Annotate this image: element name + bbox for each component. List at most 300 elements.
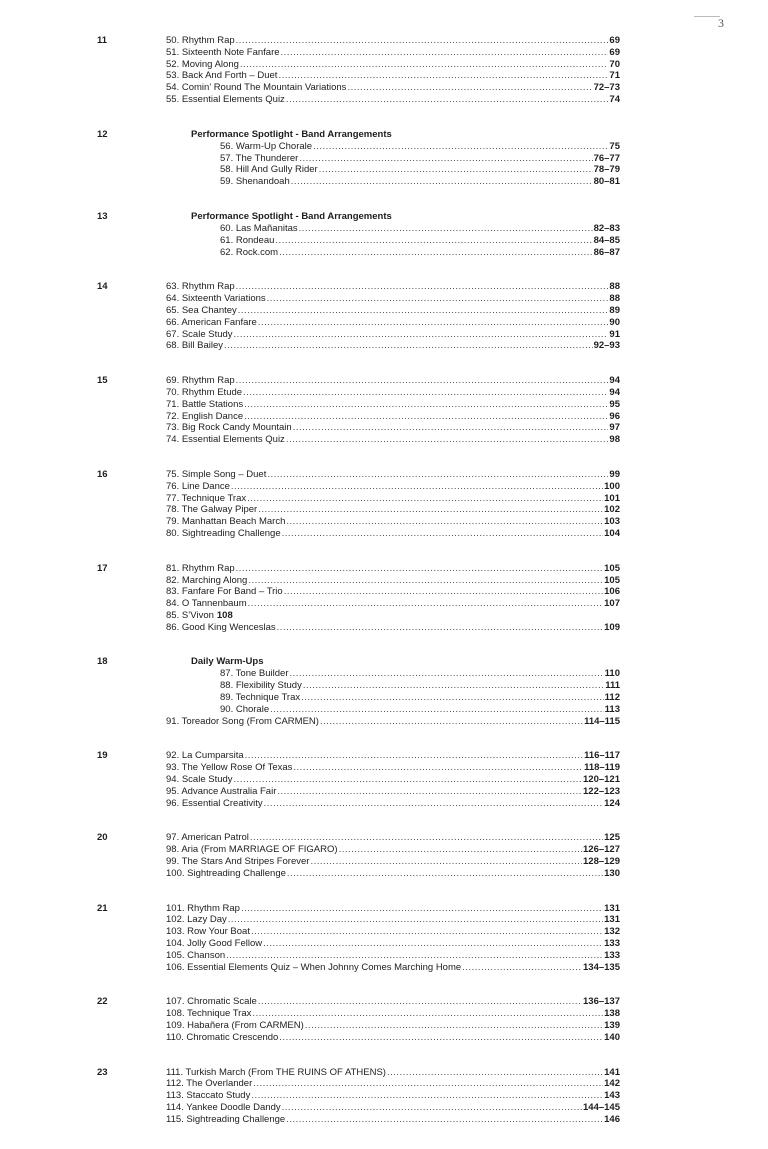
toc-entry (166, 411, 620, 423)
entry-title: 107. Chromatic Scale (166, 996, 257, 1008)
dot-leader (252, 1008, 603, 1020)
entry-title: 55. Essential Elements Quiz (166, 93, 285, 105)
toc-entry (220, 692, 620, 704)
entry-title: 77. Technique Trax (166, 492, 247, 504)
dot-leader (244, 399, 608, 411)
entry-title: 63. Rhythm Rap (166, 281, 235, 293)
dot-leader (234, 774, 582, 786)
toc-entry (220, 680, 620, 692)
toc-entry (166, 516, 620, 528)
entry-title: 81. Rhythm Rap (166, 562, 235, 574)
entry-title: 104. Jolly Good Fellow (166, 938, 263, 950)
entry-page: 138 (604, 1008, 620, 1020)
toc-entry (166, 1067, 620, 1079)
lesson-number: 18 (97, 656, 108, 668)
toc-entry (166, 774, 620, 786)
dot-leader (279, 247, 593, 259)
entry-list (166, 469, 620, 540)
entry-title: 110. Chromatic Crescendo (166, 1031, 279, 1043)
entry-page: 96 (609, 410, 620, 422)
dot-leader (291, 176, 593, 188)
entry-page: 139 (604, 1020, 620, 1032)
entry-page: 108 (216, 609, 233, 621)
toc-entry (166, 1090, 620, 1102)
dot-leader (286, 94, 609, 106)
entry-title: 66. American Fanfare (166, 316, 257, 328)
entry-title: 70. Rhythm Etude (166, 386, 243, 398)
entry-page: 141 (604, 1066, 620, 1078)
entry-page: 112 (604, 692, 620, 704)
entry-title: 50. Rhythm Rap (166, 35, 235, 46)
entry-page: 113 (604, 703, 620, 715)
entry-list (166, 281, 620, 352)
entry-title: 105. Chanson (166, 949, 226, 961)
dot-leader (310, 856, 582, 868)
lesson-number: 16 (97, 468, 108, 480)
toc-entry (220, 668, 620, 680)
entry-page: 106 (604, 586, 620, 598)
dot-leader (286, 1114, 603, 1126)
dot-leader (299, 223, 593, 235)
entry-title: 112. The Overlander (166, 1078, 253, 1090)
toc-entry (166, 340, 620, 352)
dot-leader (282, 1102, 582, 1114)
entry-page: 80–81 (593, 176, 620, 188)
dot-leader (244, 411, 608, 423)
entry-title: 73. Big Rock Candy Mountain (166, 422, 292, 434)
entry-title: 78. The Galway Piper (166, 504, 258, 516)
entry-title: 109. Habañera (From CARMEN) (166, 1020, 304, 1032)
entry-title: 97. American Patrol (166, 832, 249, 844)
dot-leader (275, 235, 592, 247)
entry-title: 72. English Dance (166, 410, 244, 422)
lesson-block (0, 1067, 768, 1126)
dot-leader (299, 153, 592, 165)
entry-title: 83. Fanfare For Band – Trio (166, 586, 283, 598)
entry-page: 136–137 (583, 996, 620, 1008)
dot-leader (290, 668, 604, 680)
entry-page: 74 (609, 93, 620, 105)
entry-title: 74. Essential Elements Quiz (166, 434, 285, 446)
toc-entry (166, 305, 620, 317)
toc-entry (166, 47, 620, 59)
dot-leader (258, 504, 603, 516)
entry-page: 92–93 (593, 340, 620, 352)
toc-entry (220, 247, 620, 259)
entry-page: 124 (604, 797, 620, 809)
entry-page: 71 (609, 70, 620, 82)
entry-title: 67. Scale Study (166, 328, 233, 340)
toc-entry (166, 903, 620, 915)
lesson-block (0, 832, 768, 879)
dot-leader (286, 434, 609, 446)
lesson-number: 14 (97, 281, 108, 293)
toc-entry (166, 293, 620, 305)
lesson-number: 19 (97, 750, 108, 762)
entry-title: 89. Technique Trax (220, 692, 301, 704)
entry-page: 134–135 (583, 961, 620, 973)
dot-leader (253, 1078, 603, 1090)
entry-title: 114. Yankee Doodle Dandy (166, 1102, 281, 1113)
dot-leader (339, 844, 582, 856)
lesson-block (0, 211, 768, 258)
table-of-contents (0, 35, 768, 1149)
toc-entry (166, 375, 620, 387)
entry-title: 82. Marching Along (166, 574, 248, 586)
toc-entry (166, 798, 620, 810)
toc-entry (166, 610, 620, 622)
dot-leader (236, 563, 603, 575)
entry-page: 126–127 (583, 844, 620, 856)
entry-title: 52. Moving Along (166, 58, 239, 70)
lesson-block (0, 563, 768, 634)
section-heading: Performance Spotlight - Band Arrangements (191, 128, 392, 140)
entry-page: 111 (605, 680, 620, 692)
entry-page: 118–119 (584, 762, 620, 774)
entry-title: 64. Sixteenth Variations (166, 293, 266, 305)
dot-leader (241, 903, 603, 915)
entry-title: 53. Back And Forth – Duet (166, 70, 278, 82)
dot-leader (319, 164, 593, 176)
entry-title: 90. Chorale (220, 703, 270, 715)
dot-leader (248, 598, 604, 610)
lesson-block (0, 903, 768, 974)
toc-entry (166, 996, 620, 1008)
lesson-number: 15 (97, 375, 108, 387)
dot-leader (263, 938, 603, 950)
entry-title: 111. Turkish March (From THE RUINS OF ATHENS) (166, 1066, 386, 1078)
dot-leader (301, 692, 604, 704)
toc-entry (166, 716, 620, 728)
dot-leader (282, 528, 604, 540)
entry-page: 94 (609, 375, 620, 387)
entry-page: 76–77 (593, 152, 620, 164)
entry-title: 86. Good King Wenceslas (166, 621, 276, 633)
entry-page: 100 (604, 480, 620, 492)
toc-entry (220, 704, 620, 716)
entry-page: 72–73 (593, 82, 620, 94)
entry-page: 88 (609, 281, 620, 293)
entry-page: 144–145 (583, 1102, 620, 1113)
dot-leader (279, 1032, 603, 1044)
entry-title: 71. Battle Stations (166, 398, 244, 410)
dot-leader (258, 317, 609, 329)
toc-entry (166, 281, 620, 293)
entry-title: 94. Scale Study (166, 774, 233, 786)
entry-page: 116–117 (584, 750, 620, 762)
entry-page: 103 (604, 516, 620, 528)
entry-page: 130 (604, 867, 620, 879)
toc-entry (220, 223, 620, 235)
toc-entry (166, 329, 620, 341)
toc-entry (166, 1102, 620, 1114)
toc-entry (166, 469, 620, 481)
page-number: 3 (718, 16, 724, 30)
entry-title: 62. Rock.com (220, 246, 279, 258)
entry-page: 114–115 (584, 715, 620, 727)
dot-leader (305, 1020, 603, 1032)
dot-leader (236, 281, 609, 293)
lesson-number: 20 (97, 832, 108, 844)
dot-leader (270, 704, 604, 716)
toc-entry (166, 586, 620, 598)
dot-leader (245, 750, 583, 762)
entry-title: 57. The Thunderer (220, 152, 299, 164)
lesson-block (0, 750, 768, 809)
toc-entry (166, 35, 620, 47)
lesson-number: 13 (97, 210, 108, 222)
toc-entry (166, 750, 620, 762)
entry-title: 87. Tone Builder (220, 668, 289, 680)
dot-leader (231, 481, 603, 493)
toc-entry (166, 504, 620, 516)
toc-entry (166, 786, 620, 798)
entry-page: 88 (609, 293, 620, 305)
entry-title: 54. Comin’ Round The Mountain Variations (166, 82, 347, 94)
dot-leader (247, 493, 603, 505)
lesson-number: 17 (97, 562, 108, 574)
lesson-block (0, 281, 768, 352)
entry-list (166, 750, 620, 809)
lesson-number: 22 (97, 996, 108, 1008)
toc-entry (166, 868, 620, 880)
entry-title: 115. Sightreading Challenge (166, 1113, 286, 1125)
entry-title: 93. The Yellow Rose Of Texas (166, 762, 293, 774)
entry-page: 122–123 (583, 785, 620, 797)
dot-leader (286, 516, 603, 528)
toc-entry (166, 59, 620, 71)
toc-entry (166, 528, 620, 540)
entry-page: 78–79 (593, 164, 620, 176)
entry-page: 104 (604, 527, 620, 539)
lesson-block (0, 996, 768, 1043)
entry-page: 131 (604, 914, 620, 926)
entry-page: 109 (604, 621, 620, 633)
entry-list (166, 563, 620, 634)
dot-leader (267, 469, 608, 481)
entry-page: 105 (604, 574, 620, 586)
lesson-number: 11 (97, 35, 108, 46)
dot-leader (284, 586, 603, 598)
entry-title: 60. Las Mañanitas (220, 222, 298, 234)
entry-page: 143 (604, 1090, 620, 1102)
section-heading: Daily Warm-Ups (191, 656, 264, 668)
entry-title: 68. Bill Bailey (166, 340, 224, 352)
toc-entry (166, 399, 620, 411)
dot-leader (303, 680, 604, 692)
entry-title: 95. Advance Australia Fair (166, 785, 277, 797)
toc-entry (166, 481, 620, 493)
toc-entry (220, 141, 620, 153)
entry-page: 99 (609, 468, 620, 480)
lesson-block (0, 35, 768, 106)
toc-entry (166, 844, 620, 856)
section-heading: Performance Spotlight - Band Arrangements (191, 210, 392, 222)
entry-page: 84–85 (593, 234, 620, 246)
entry-page: 82–83 (593, 222, 620, 234)
entry-title: 58. Hill And Gully Rider (220, 164, 318, 176)
dot-leader (243, 387, 608, 399)
toc-entry (166, 926, 620, 938)
dot-leader (224, 340, 593, 352)
dot-leader (226, 950, 603, 962)
entry-title: 113. Staccato Study (166, 1090, 251, 1102)
dot-leader (287, 868, 603, 880)
entry-page: 125 (604, 832, 620, 844)
toc-entry (166, 1078, 620, 1090)
entry-page: 140 (604, 1031, 620, 1043)
entry-list (166, 656, 620, 727)
entry-list (166, 35, 620, 106)
toc-entry (166, 434, 620, 446)
entry-list (166, 903, 620, 974)
dot-leader (228, 914, 603, 926)
entry-title: 106. Essential Elements Quiz – When Johnny Comes Marching Home (166, 961, 462, 973)
entry-page: 133 (604, 949, 620, 961)
entry-page: 90 (609, 316, 620, 328)
entry-page: 110 (604, 668, 620, 680)
entry-page: 132 (604, 926, 620, 938)
toc-entry (166, 622, 620, 634)
toc-entry (166, 70, 620, 82)
dot-leader (240, 59, 609, 71)
lesson-number: 21 (97, 902, 108, 914)
dot-leader (258, 996, 582, 1008)
dot-leader (264, 798, 604, 810)
entry-list (166, 129, 620, 188)
entry-title: 65. Sea Chantey (166, 304, 237, 316)
toc-entry (166, 1008, 620, 1020)
toc-entry (220, 176, 620, 188)
toc-entry (166, 1020, 620, 1032)
entry-page: 97 (609, 422, 620, 434)
dot-leader (293, 422, 609, 434)
entry-page: 146 (604, 1113, 620, 1125)
entry-title: 75. Simple Song – Duet (166, 468, 267, 480)
entry-title: 51. Sixteenth Note Fanfare (166, 46, 280, 58)
entry-title: 98. Aria (From MARRIAGE OF FIGARO) (166, 844, 338, 856)
toc-entry (166, 563, 620, 575)
entry-title: 69. Rhythm Rap (166, 375, 235, 387)
entry-title: 59. Shenandoah (220, 176, 290, 188)
dot-leader (293, 762, 583, 774)
entry-page: 70 (609, 58, 620, 70)
toc-entry (220, 235, 620, 247)
entry-page: 105 (604, 562, 620, 574)
dot-leader (251, 926, 603, 938)
toc-entry (166, 856, 620, 868)
entry-page: 142 (604, 1078, 620, 1090)
dot-leader (320, 716, 583, 728)
entry-page: 89 (609, 304, 620, 316)
entry-page: 86–87 (593, 246, 620, 258)
lesson-block (0, 375, 768, 446)
dot-leader (277, 786, 582, 798)
entry-page: 98 (609, 434, 620, 446)
entry-title: 76. Line Dance (166, 480, 230, 492)
dot-leader (238, 305, 609, 317)
header-rule (694, 16, 720, 17)
toc-entry (166, 914, 620, 926)
toc-entry (166, 762, 620, 774)
dot-leader (462, 962, 582, 974)
entry-list (166, 996, 620, 1043)
entry-title: 99. The Stars And Stripes Forever (166, 856, 310, 868)
entry-list (166, 211, 620, 258)
dot-leader (277, 622, 603, 634)
dot-leader (387, 1067, 603, 1079)
entry-page: 69 (609, 35, 620, 46)
entry-title: 102. Lazy Day (166, 914, 227, 926)
dot-leader (236, 35, 609, 47)
lesson-block (0, 656, 768, 727)
entry-list (166, 832, 620, 879)
entry-page: 120–121 (583, 774, 620, 786)
toc-entry (220, 164, 620, 176)
dot-leader (278, 70, 608, 82)
toc-entry (166, 94, 620, 106)
entry-title: 100. Sightreading Challenge (166, 867, 286, 879)
toc-entry (166, 422, 620, 434)
toc-entry (166, 317, 620, 329)
dot-leader (267, 293, 609, 305)
toc-entry (166, 598, 620, 610)
entry-page: 107 (604, 598, 620, 610)
entry-title: 96. Essential Creativity (166, 797, 263, 809)
dot-leader (251, 1090, 603, 1102)
dot-leader (281, 47, 609, 59)
lesson-block (0, 129, 768, 188)
entry-title: 92. La Cumparsita (166, 750, 244, 762)
toc-entry (166, 493, 620, 505)
entry-page: 94 (609, 386, 620, 398)
entry-title: 91. Toreador Song (From CARMEN) (166, 715, 319, 727)
toc-entry (166, 1114, 620, 1126)
entry-list (166, 375, 620, 446)
entry-title: 108. Technique Trax (166, 1008, 252, 1020)
entry-title: 84. O Tannenbaum (166, 598, 247, 610)
dot-leader (248, 575, 603, 587)
entry-page: 75 (609, 140, 620, 152)
toc-entry (166, 387, 620, 399)
entry-page: 128–129 (583, 856, 620, 868)
lesson-block (0, 469, 768, 540)
toc-entry (166, 82, 620, 94)
entry-page: 69 (609, 46, 620, 58)
lesson-number: 12 (97, 128, 108, 140)
dot-leader (347, 82, 592, 94)
toc-entry (220, 153, 620, 165)
entry-page: 133 (604, 938, 620, 950)
toc-entry (166, 1032, 620, 1044)
entry-page: 95 (609, 398, 620, 410)
entry-page: 91 (609, 328, 620, 340)
entry-title: 80. Sightreading Challenge (166, 527, 281, 539)
entry-page: 101 (604, 492, 620, 504)
entry-title: 56. Warm-Up Chorale (220, 140, 313, 152)
entry-title: 61. Rondeau (220, 234, 275, 246)
entry-title: 88. Flexibility Study (220, 680, 302, 692)
entry-list (166, 1067, 620, 1126)
entry-page: 102 (604, 504, 620, 516)
entry-title: 101. Rhythm Rap (166, 902, 240, 914)
entry-title: 85. S’Vivon (166, 609, 214, 621)
dot-leader (250, 832, 603, 844)
entry-title: 79. Manhattan Beach March (166, 516, 286, 528)
dot-leader (234, 329, 609, 341)
dot-leader (313, 141, 608, 153)
toc-entry (166, 938, 620, 950)
